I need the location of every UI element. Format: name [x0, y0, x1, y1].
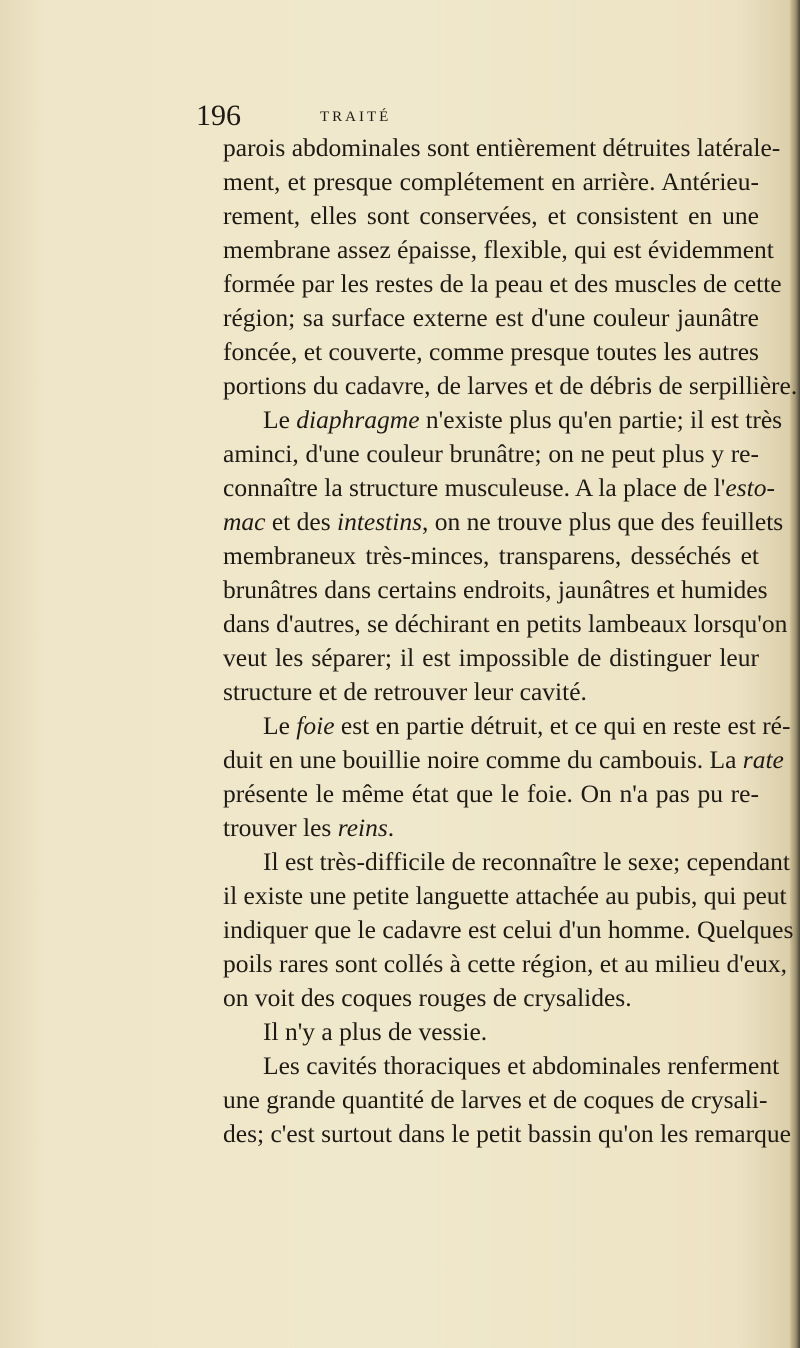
text-line: veut les séparer; il est impossible de distinguer leur: [223, 643, 759, 672]
text-line: une grande quantité de larves et de coques de crysali-: [223, 1085, 768, 1114]
text-line: brunâtres dans certains endroits, jaunâtres et humides: [223, 575, 768, 604]
text-line: on voit des coques rouges de crysalides.: [223, 983, 632, 1012]
text-line: structure et de retrouver leur cavité.: [223, 677, 587, 706]
text-line: formée par les restes de la peau et des muscles de cette: [223, 269, 782, 298]
text-line: il existe une petite languette attachée au pubis, qui peut: [223, 881, 787, 910]
running-head: TRAITÉ: [320, 109, 392, 125]
italic-term: mac: [223, 507, 266, 536]
text-line: Il n'y a plus de vessie.: [263, 1017, 488, 1046]
text-line: connaître la structure musculeuse. A la place de l'esto-: [223, 473, 775, 502]
text-line: membrane assez épaisse, flexible, qui est évidemment: [223, 235, 774, 264]
italic-term: foie: [296, 711, 335, 740]
text-line: ment, et presque complétement en arrière. Antérieu-: [223, 167, 759, 196]
text-line: mac et des intestins, on ne trouve plus que des feuillets: [223, 507, 784, 536]
italic-term: esto-: [725, 473, 775, 502]
text-line: trouver les reins.: [223, 813, 395, 842]
text-line: duit en une bouillie noire comme du cambouis. La rate: [223, 745, 784, 774]
text-line: portions du cadavre, de larves et de débris de serpillière.: [223, 371, 798, 400]
text-line: poils rares sont collés à cette région, et au milieu d'eux,: [223, 949, 788, 978]
text-line: Les cavités thoraciques et abdominales renferment: [263, 1051, 780, 1080]
text-line: parois abdominales sont entièrement détruites latérale-: [223, 133, 781, 162]
text-line: membraneux très-minces, transparens, desséchés et: [223, 541, 759, 570]
text-line: Le foie est en partie détruit, et ce qui en reste est ré-: [263, 711, 791, 740]
text-line: rement, elles sont conservées, et consistent en une: [223, 201, 759, 230]
text-line: foncée, et couverte, comme presque toutes les autres: [223, 337, 759, 366]
text-line: Le diaphragme n'existe plus qu'en partie; il est très: [263, 405, 783, 434]
text-line: aminci, d'une couleur brunâtre; on ne peut plus y re-: [223, 439, 759, 468]
italic-term: reins: [337, 813, 388, 842]
page-number: 196: [196, 99, 241, 132]
text-line: présente le même état que le foie. On n'a pas pu re-: [223, 779, 759, 808]
italic-term: intestins: [337, 507, 423, 536]
text-line: dans d'autres, se déchirant en petits lambeaux lorsqu'on: [223, 609, 788, 638]
text-line: indiquer que le cadavre est celui d'un homme. Quelques: [223, 915, 794, 944]
italic-term: rate: [742, 745, 784, 774]
text-line: Il est très-difficile de reconnaître le sexe; cependant: [263, 847, 790, 876]
text-line: région; sa surface externe est d'une couleur jaunâtre: [223, 303, 759, 332]
italic-term: diaphragme: [296, 405, 420, 434]
text-line: des; c'est surtout dans le petit bassin qu'on les remarque: [223, 1119, 791, 1148]
